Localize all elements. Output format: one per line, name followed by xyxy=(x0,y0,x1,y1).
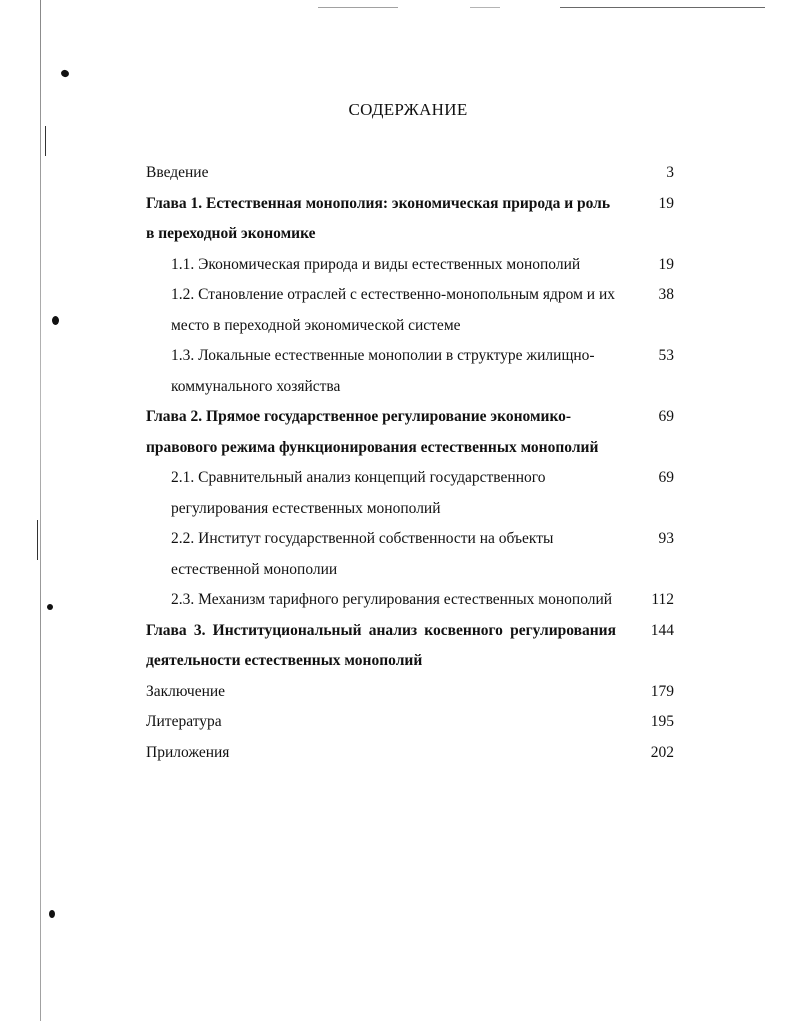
toc-entry-text: 2.3. Механизм тарифного регулирования естественных монополий xyxy=(171,591,613,608)
scan-top-rule xyxy=(470,7,500,8)
scan-edge-line xyxy=(40,0,41,1021)
toc-page-number: 3 xyxy=(666,164,674,181)
page-title: СОДЕРЖАНИЕ xyxy=(348,100,468,119)
toc-page-number: 53 xyxy=(658,347,674,364)
toc-page-number: 38 xyxy=(658,286,674,303)
scan-mark xyxy=(45,126,46,156)
table-of-contents xyxy=(146,158,676,768)
scan-top-rule xyxy=(560,7,765,8)
toc-page-number: 112 xyxy=(651,591,674,608)
toc-page-number: 69 xyxy=(658,469,674,486)
toc-entry-chapter-2 xyxy=(146,402,676,463)
toc-entry-section-1-2 xyxy=(146,280,676,341)
toc-entry-text: Заключение xyxy=(146,682,226,700)
toc-entry-section-2-3 xyxy=(146,585,676,616)
toc-entry-chapter-1 xyxy=(146,189,676,250)
toc-entry-text: Глава 2. Прямое государственное регулирование экономико-правового режима функционирования естественных монополий xyxy=(146,408,599,456)
toc-entry-chapter-3 xyxy=(146,616,676,677)
scan-blot xyxy=(49,910,55,918)
toc-entry-section-2-2 xyxy=(146,524,676,585)
toc-entry-text: Глава 3. Институциональный анализ косвенного регулирования деятельности естественных монополий xyxy=(146,621,616,669)
toc-entry-text: Введение xyxy=(146,164,209,181)
toc-entry-appendices xyxy=(146,738,676,769)
scan-top-rule xyxy=(318,7,398,8)
toc-entry-literature xyxy=(146,707,676,738)
toc-page-number: 69 xyxy=(658,408,674,425)
toc-entry-section-1-3 xyxy=(146,341,676,402)
toc-page-number: 19 xyxy=(658,194,674,212)
toc-entry-conclusion xyxy=(146,677,676,708)
toc-entry-text: Литература xyxy=(146,713,222,730)
toc-entry-section-1-1 xyxy=(146,250,676,281)
toc-entry-text: Приложения xyxy=(146,743,230,761)
toc-entry-text: 2.1. Сравнительный анализ концепций государственного регулирования естественных монополий xyxy=(171,469,546,517)
toc-entry-text: 1.3. Локальные естественные монополии в структуре жилищно-коммунального хозяйства xyxy=(171,347,595,395)
toc-entry-section-2-1 xyxy=(146,463,676,524)
scan-blot xyxy=(52,316,59,325)
toc-entry-text: Глава 1. Естественная монополия: экономическая природа и роль в переходной экономике xyxy=(146,194,611,242)
toc-page-number: 195 xyxy=(650,713,674,730)
toc-page-number: 202 xyxy=(650,743,674,761)
toc-page-number: 93 xyxy=(658,530,674,547)
toc-page-number: 144 xyxy=(650,621,674,639)
toc-entry-text: 2.2. Институт государственной собственности на объекты естественной монополии xyxy=(171,530,554,578)
toc-page-number: 19 xyxy=(658,255,674,273)
toc-entry-text: 1.2. Становление отраслей с естественно-монопольным ядром и их место в переходной экономической системе xyxy=(171,286,615,334)
scan-blot xyxy=(47,604,53,610)
toc-entry-introduction xyxy=(146,158,676,189)
toc-page-number: 179 xyxy=(650,682,674,700)
scan-mark xyxy=(37,520,38,560)
toc-entry-text: 1.1. Экономическая природа и виды естественных монополий xyxy=(171,255,581,273)
scan-blot xyxy=(60,69,70,78)
